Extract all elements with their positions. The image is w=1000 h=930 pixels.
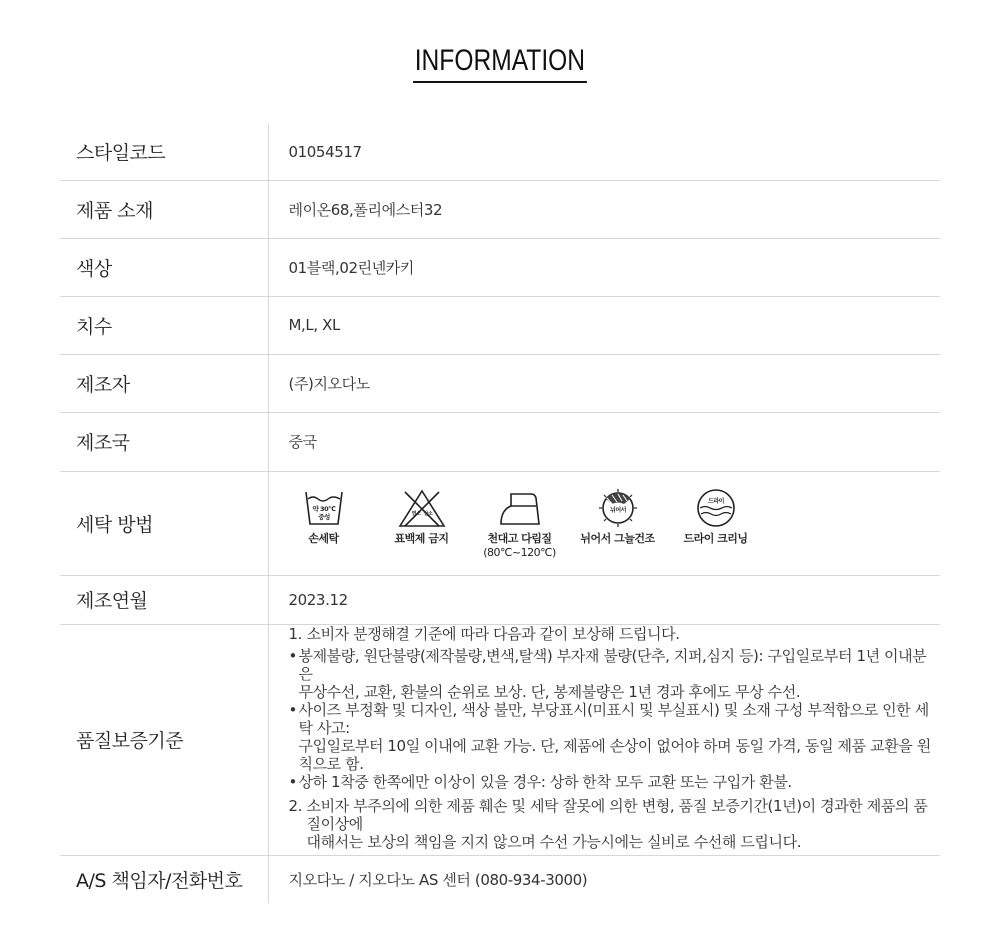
row-value: (주)지오다노	[288, 374, 370, 393]
dry-clean-icon	[693, 488, 739, 528]
care-label: 뉘어서 그늘건조	[580, 531, 655, 545]
bullet-mark: •	[288, 772, 297, 791]
flat-dry-shade-icon	[594, 488, 642, 528]
row-value: 지오다노 / 지오다노 AS 센터 (080-934-3000)	[288, 870, 588, 889]
care-item-iron	[471, 488, 569, 559]
hand-wash-temp: 약 30℃	[312, 504, 335, 513]
quality-item-1	[289, 625, 941, 643]
row-label: 제조국	[60, 412, 268, 471]
iron-icon	[497, 488, 543, 528]
row-label: A/S 책임자/전화번호	[60, 855, 268, 903]
row-label: 스타일코드	[60, 124, 268, 180]
row-label: 세탁 방법	[60, 471, 268, 575]
row-value: 01054517	[288, 142, 362, 161]
quality-item-2-line: 소비자 부주의에 의한 제품 훼손 및 세탁 잘못에 의한 변형, 품질 보증기간(1년)이 경과한 제품의 품질이상에	[306, 796, 928, 833]
table-row	[60, 471, 940, 575]
flat-dry-text: 뉘어서	[609, 506, 626, 514]
row-value: 01블랙,02린넨카키	[288, 258, 414, 277]
row-label: 제조자	[60, 354, 268, 412]
care-item-no-bleach	[373, 488, 471, 545]
care-label: 표백제 금지	[394, 531, 449, 545]
page-title: INFORMATION	[413, 42, 587, 83]
no-bleach-icon	[397, 488, 447, 528]
table-row	[60, 180, 940, 238]
quality-item-1-text: 소비자 분쟁해결 기준에 따라 다음과 같이 보상해 드립니다.	[306, 624, 680, 643]
quality-bullet	[289, 701, 941, 773]
hand-wash-icon	[302, 488, 346, 528]
row-value: 레이온68,폴리에스터32	[288, 200, 443, 219]
quality-text	[268, 624, 940, 855]
table-row	[60, 412, 940, 471]
no-bleach-oxygen: 산소	[423, 510, 432, 517]
table-row	[60, 855, 940, 903]
bullet-mark: •	[288, 700, 297, 719]
quality-bullet	[289, 647, 941, 701]
hand-wash-detergent: 중성	[317, 512, 330, 521]
table-row	[60, 124, 940, 180]
list-number: 1.	[288, 624, 303, 643]
table-row	[60, 296, 940, 354]
care-icons	[275, 472, 941, 559]
care-item-hand-wash	[275, 488, 373, 545]
row-label: 품질보증기준	[60, 624, 268, 855]
row-label: 제품 소재	[60, 180, 268, 238]
washing-icons-cell	[268, 471, 940, 575]
row-label: 치수	[60, 296, 268, 354]
no-bleach-chlorine: 염소	[411, 510, 420, 517]
dry-clean-text: 드라이	[707, 497, 724, 505]
care-label: 드라이 크리닝	[683, 531, 748, 545]
list-number: 2.	[288, 796, 303, 815]
page-title-wrap	[0, 42, 1000, 83]
care-item-flat-dry	[569, 488, 667, 545]
table-row	[60, 238, 940, 296]
care-item-dry-clean	[667, 488, 765, 545]
row-value: M,L, XL	[288, 316, 340, 334]
care-sublabel: (80℃~120℃)	[483, 545, 556, 559]
row-value: 2023.12	[288, 590, 348, 609]
bullet-mark: •	[288, 646, 297, 665]
bullet-line: 상하 1착중 한쪽에만 이상이 있을 경우: 상하 한착 모두 교환 또는 구입가 환불.	[298, 772, 792, 791]
care-label: 천대고 다림질	[487, 531, 552, 545]
bullet-line: 구입일로부터 10일 이내에 교환 가능. 단, 제품에 손상이 없어야 하며 동일 가격, 동일 제품 교환을 원칙으로 함.	[298, 736, 931, 773]
table-row	[60, 575, 940, 624]
row-value: 중국	[288, 433, 317, 451]
care-label: 손세탁	[308, 531, 339, 545]
quality-item-2	[289, 797, 941, 851]
table-row	[60, 354, 940, 412]
table-row	[60, 624, 940, 855]
bullet-line: 무상수선, 교환, 환불의 순위로 보상. 단, 봉제불량은 1년 경과 후에도 무상 수선.	[298, 682, 801, 701]
quality-item-2-line: 대해서는 보상의 책임을 지지 않으며 수선 가능시에는 실비로 수선해 드립니다.	[306, 832, 802, 851]
quality-bullet	[289, 773, 941, 791]
information-table	[60, 124, 940, 903]
row-label: 색상	[60, 238, 268, 296]
bullet-line: 사이즈 부정확 및 디자인, 색상 불만, 부당표시(미표시 및 부실표시) 및 소재 구성 부적합으로 인한 세탁 사고:	[298, 700, 929, 737]
bullet-line: 봉제불량, 원단불량(제작불량,변색,탈색) 부자재 불량(단추, 지퍼,심지 등): 구입일로부터 1년 이내분은	[298, 646, 927, 683]
row-label: 제조연월	[60, 575, 268, 624]
